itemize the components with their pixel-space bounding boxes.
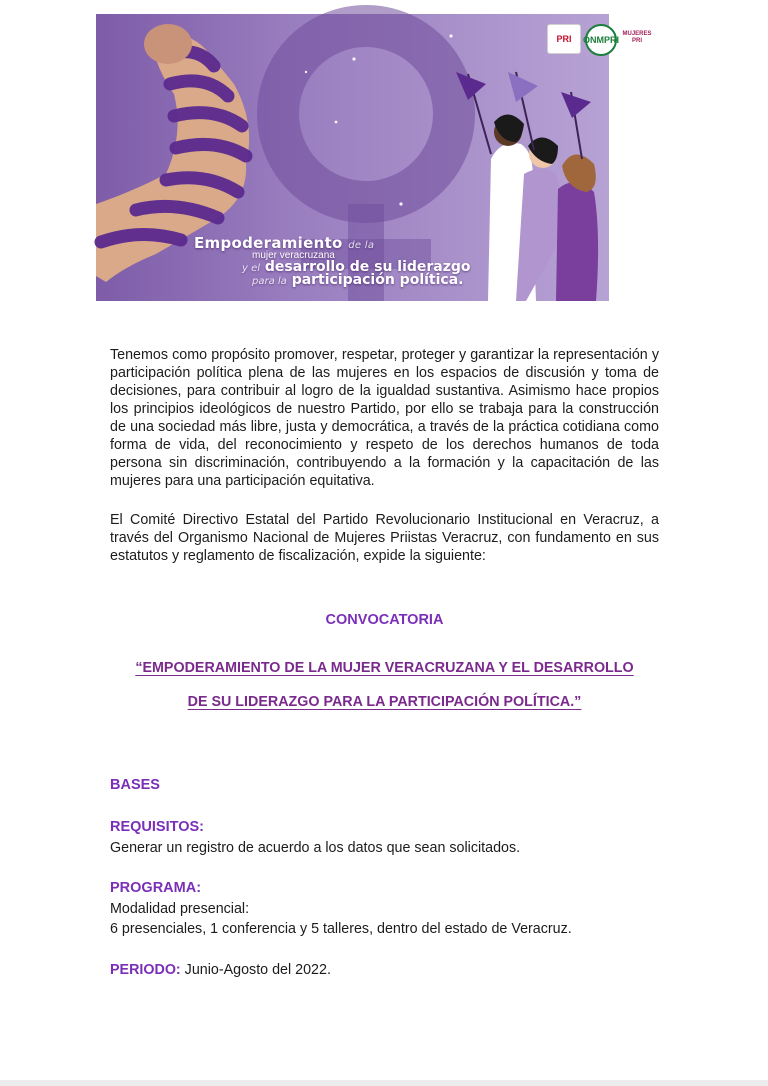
banner-title-script1: de la [348, 240, 375, 251]
banner-title-script2: y el [242, 263, 261, 274]
programa-line-1: Modalidad presencial: [110, 901, 250, 917]
banner-title-line1: Empoderamiento [194, 234, 343, 252]
mujeres-pri-logo: MUJERES PRI [621, 24, 653, 52]
requisitos-text: Generar un registro de acuerdo a los datos que sean solicitados. [110, 840, 521, 856]
page-bottom-edge [0, 1080, 768, 1086]
programa-line-2: 6 presenciales, 1 conferencia y 5 talleres, dentro del estado de Veracruz. [110, 921, 572, 937]
banner-title-line3: desarrollo de su liderazgo [264, 259, 471, 275]
banner-title-line2: mujer veracruzana [252, 250, 335, 261]
banner-title-script3: para la [252, 276, 287, 287]
party-logos [547, 24, 653, 54]
periodo-line [110, 962, 331, 978]
intro-paragraph-1: Tenemos como propósito promover, respetar, proteger y garantizar la representación y participación política plena de las mujeres en los espacios de discusión y toma de decisiones, para contribuir al logro de la igualdad sustantiva. Asimismo hace propios los principios ideológicos de nuestro Partido, por ello se trabaja para la construcción de una sociedad más libre, justa y democrática, a través de la práctica cotidiana como forma de vida, del reconocimiento y respeto de los derechos humanos de toda persona sin discriminación, contribuyendo a la formación y la capacitación de las mujeres para una participación equitativa. [110, 347, 659, 489]
periodo-text: Junio-Agosto del 2022. [180, 962, 331, 978]
pri-logo: PRI [547, 24, 581, 54]
intro-paragraph-2: El Comité Directivo Estatal del Partido Revolucionario Institucional en Veracruz, a través del Organismo Nacional de Mujeres Priistas Veracruz, con fundamento en sus estatutos y reglamento de fiscalización, expide la siguiente: [110, 512, 659, 564]
requisitos-heading: REQUISITOS: [110, 819, 204, 835]
banner-title [194, 234, 514, 288]
onmpri-logo: ONMPRI [585, 24, 617, 56]
periodo-heading: PERIODO: [110, 962, 181, 978]
programa-heading: PROGRAMA: [110, 880, 202, 896]
convocatoria-title-line1: “EMPODERAMIENTO DE LA MUJER VERACRUZANA Y EL DESARROLLO [135, 660, 634, 676]
convocatoria-heading: CONVOCATORIA [325, 612, 444, 628]
hero-banner [96, 14, 652, 301]
banner-title-line4: participación política. [291, 272, 464, 288]
convocatoria-title-line2: DE SU LIDERAZGO PARA LA PARTICIPACIÓN POLÍTICA.” [187, 694, 582, 710]
bases-heading: BASES [110, 777, 160, 793]
